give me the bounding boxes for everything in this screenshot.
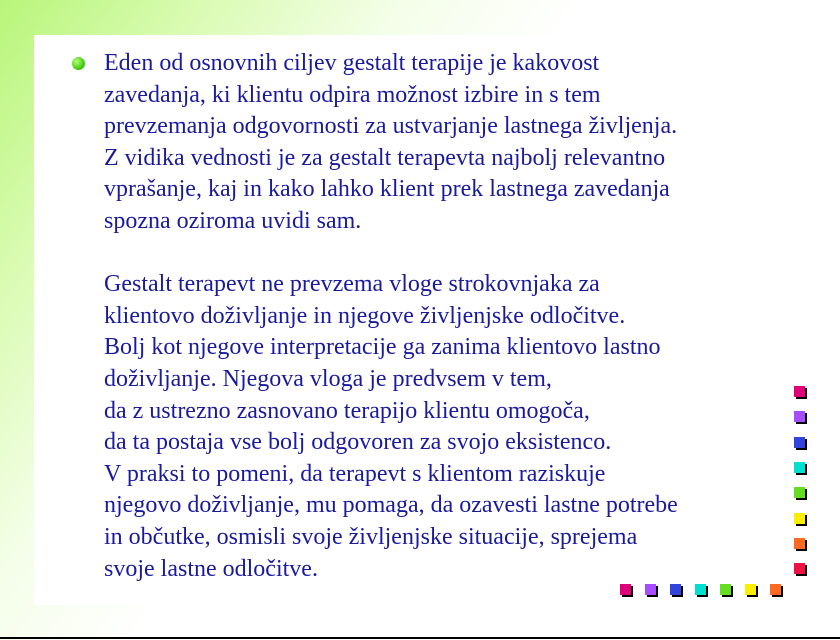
decorative-square [670, 584, 681, 595]
slide-body-text [104, 48, 784, 585]
text-line: Bolj kot njegove interpretacije ga zanima klientovo lastno [104, 334, 661, 361]
text-line: prevzemanja odgovornosti za ustvarjanje lastnega življenja. [104, 113, 678, 140]
text-line: njegovo doživljanje, mu pomaga, da ozavesti lastne potrebe [104, 492, 678, 519]
decorative-square [794, 487, 805, 498]
decorative-square [794, 563, 805, 574]
decorative-square [745, 584, 756, 595]
text-line: doživljanje. Njegova vloga je predvsem v tem, [104, 365, 552, 392]
text-line: da ta postaja vse bolj odgovoren za svojo eksistenco. [104, 429, 612, 456]
text-line: Eden od osnovnih ciljev gestalt terapije je kakovost [104, 50, 600, 76]
decorative-square [720, 584, 731, 595]
decorative-square [794, 437, 805, 448]
decorative-square [794, 538, 805, 549]
text-line: V praksi to pomeni, da terapevt s klientom raziskuje [104, 460, 606, 487]
paragraph-gap [104, 238, 784, 270]
decorative-square [794, 513, 805, 524]
text-line: Z vidika vednosti je za gestalt terapevta najbolj relevantno [104, 144, 666, 171]
bottom-border [0, 637, 840, 639]
decorative-square [794, 462, 805, 473]
decorative-square [770, 584, 781, 595]
decorative-square [794, 411, 805, 422]
text-line: in občutke, osmisli svoje življenjske situacije, sprejema [104, 523, 638, 550]
bullet-icon [72, 57, 85, 70]
text-line: svoje lastne odločitve. [104, 555, 318, 582]
text-line: vprašanje, kaj in kako lahko klient prek lastnega zavedanja [104, 176, 670, 203]
decorative-square [794, 386, 805, 397]
decorative-square [645, 584, 656, 595]
text-line: zavedanja, ki klientu odpira možnost izbire in s tem [104, 81, 601, 108]
text-line: spozna oziroma uvidi sam. [104, 207, 362, 234]
text-line: klientovo doživljanje in njegove življenjske odločitve. [104, 302, 626, 329]
text-line: da z ustrezno zasnovano terapijo klientu omogoča, [104, 397, 590, 424]
decorative-square [695, 584, 706, 595]
decorative-square [620, 584, 631, 595]
text-line: Gestalt terapevt ne prevzema vloge strokovnjaka za [104, 271, 600, 298]
